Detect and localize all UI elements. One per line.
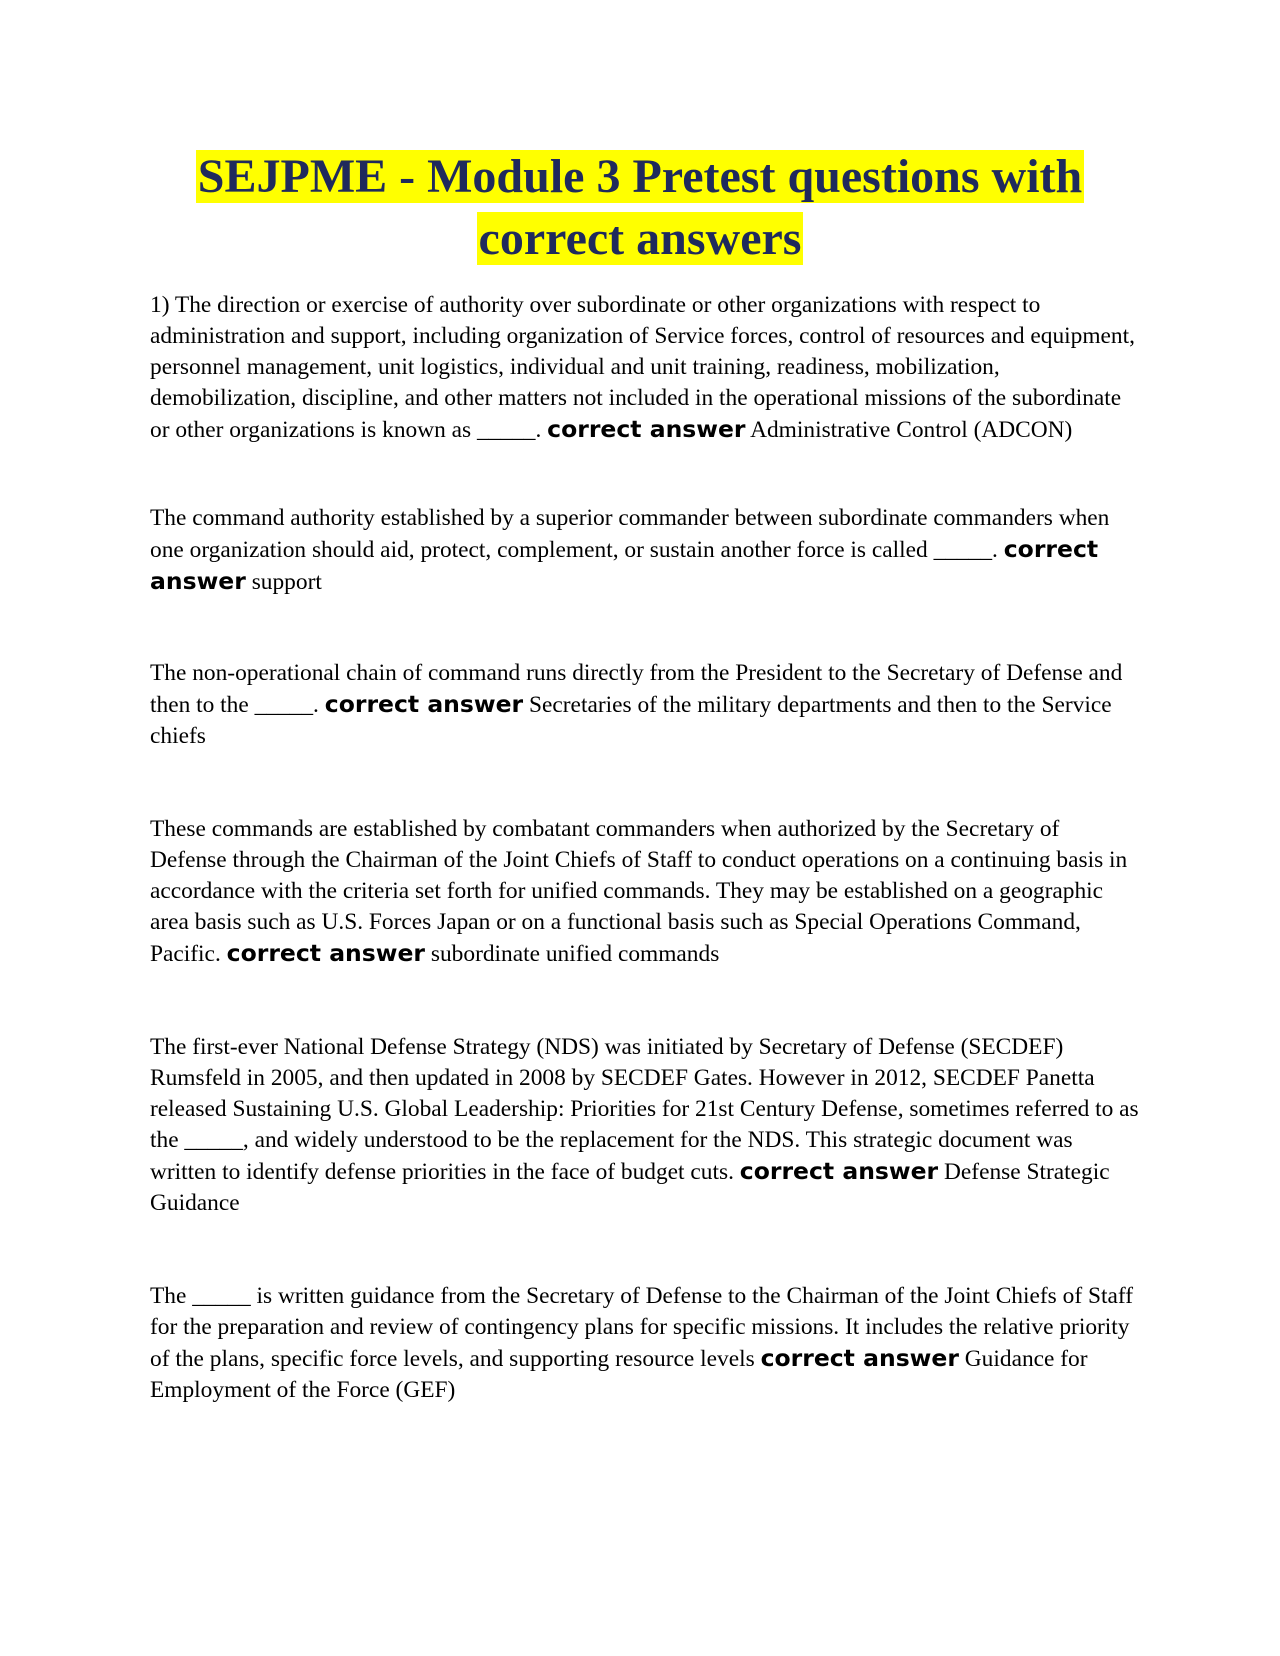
answer-label: correct answer xyxy=(760,1344,959,1372)
answer-text: Administrative Control (ADCON) xyxy=(750,417,1073,443)
answer-label: correct answer xyxy=(226,939,426,967)
question-text: The first-ever National Defense Strategy (NDS) was initiated by Secretary of Defense (SECDEF) Rumsfeld in 2005, and then updated in 2008 by SECDEF Gates. However in 2012, SECDEF Panetta released Sustaining U.S. Global Leadership: Priorities for 21st Century Defense, sometimes referred to as the _____, and widely understood to be the replacement for the NDS. This strategic document was written to identify defense priorities in the face of budget cuts. xyxy=(150,1034,1139,1185)
question-item-6 xyxy=(150,1281,1140,1406)
question-item-1 xyxy=(150,290,1140,446)
question-item-3 xyxy=(150,658,1140,752)
question-text: These commands are established by combatant commanders when authorized by the Secretary of Defense through the Chairman of the Joint Chiefs of Staff to conduct operations on a continuing basis in accordance with the criteria set forth for unified commands. They may be established on a geographic area basis such as U.S. Forces Japan or on a functional basis such as Special Operations Command, Pacific. xyxy=(150,816,1128,967)
title-line-1: SEJPME - Module 3 Pretest questions with xyxy=(197,150,1083,203)
answer-label: correct answer xyxy=(324,690,524,718)
question-text: The command authority established by a superior commander between subordinate commanders when one organization should aid, protect, complement, or sustain another force is called _____. xyxy=(150,505,1110,563)
answer-text: subordinate unified commands xyxy=(430,941,720,967)
answer-text: support xyxy=(251,569,322,595)
answer-label: correct answer xyxy=(547,415,746,443)
question-text: 1) The direction or exercise of authority over subordinate or other organizations with respect to administration and support, including organization of Service forces, control of resources and equipment, personnel management, unit logistics, individual and unit training, readiness, mobilization, demobilization, discipline, and other matters not included in the operational missions of the subordinate or other organizations is known as _____. xyxy=(150,292,1135,443)
question-text: The non-operational chain of command runs directly from the President to the Secretary of Defense and then to the _____. xyxy=(150,660,1123,718)
answer-label: correct answer xyxy=(150,535,1099,595)
answer-label: correct answer xyxy=(739,1157,939,1185)
question-list xyxy=(150,290,1140,1406)
question-item-5 xyxy=(150,1032,1140,1219)
question-item-2 xyxy=(150,503,1140,598)
document-title xyxy=(0,146,1280,270)
answer-text: Defense Strategic Guidance xyxy=(150,1159,1110,1216)
question-item-4 xyxy=(150,814,1140,970)
title-line-2: correct answers xyxy=(478,212,802,265)
answer-text: Guidance for Employment of the Force (GEF) xyxy=(150,1346,1088,1403)
question-text: The _____ is written guidance from the Secretary of Defense to the Chairman of the Joint Chiefs of Staff for the preparation and review of contingency plans for specific missions. It includes the relative priority of the plans, specific force levels, and supporting resource levels xyxy=(150,1283,1134,1372)
answer-text: Secretaries of the military departments and then to the Service chiefs xyxy=(150,692,1112,749)
